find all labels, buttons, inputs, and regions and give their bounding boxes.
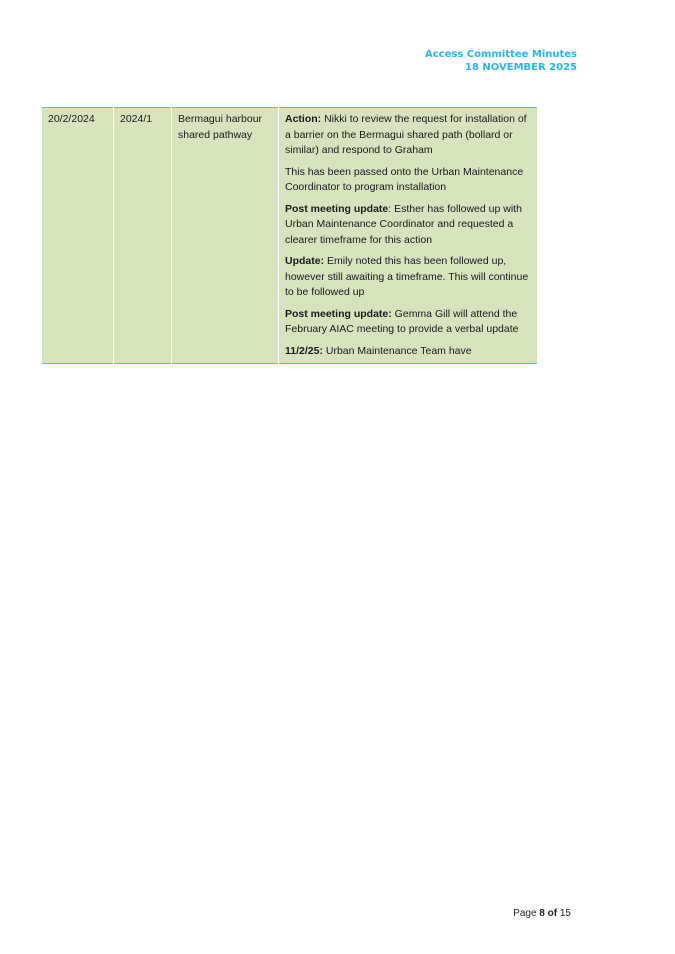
document-title: Access Committee Minutes [425, 49, 577, 60]
note-text: Gemma Gill will attend the February AIAC meeting to provide a verbal update [285, 307, 519, 335]
note-text: Urban Maintenance Team have [322, 344, 472, 357]
page-number: 8 [539, 908, 545, 919]
note-action [285, 112, 532, 159]
note-label: Action: [285, 113, 322, 125]
note-label: Post meeting update [285, 202, 389, 215]
table-row [42, 108, 538, 364]
note-text: : Esther has followed up with Urban Maintenance Coordinator and requested a clearer timeframe for this action [285, 202, 522, 246]
note-update [285, 254, 532, 301]
note-post-meeting-update-2 [285, 307, 532, 338]
note-text: Emily noted this has been followed up, however still awaiting a timeframe. This will continue to be followed up [285, 255, 529, 298]
page-word: Page [513, 908, 537, 919]
note-dated-update [285, 344, 532, 360]
action-items-table [41, 107, 538, 364]
row-notes [279, 108, 538, 364]
of-word: of [547, 908, 558, 919]
note-text: This has been passed onto the Urban Maintenance Coordinator to program installation [285, 165, 524, 193]
total-pages: 15 [559, 908, 571, 919]
document-header [425, 48, 577, 74]
page-footer [513, 908, 571, 919]
note-passed-on [285, 165, 532, 196]
note-label: 11/2/25: [285, 344, 323, 357]
note-post-meeting-update [285, 202, 532, 249]
note-text: Nikki to review the request for installation of a barrier on the Bermagui shared path (bollard or similar) and respond to Graham [285, 113, 527, 156]
row-date: 20/2/2024 [42, 108, 114, 364]
note-label: Post meeting update: [285, 307, 392, 320]
meeting-date: 18 NOVEMBER 2025 [465, 62, 577, 73]
row-topic: Bermagui harbour shared pathway [172, 108, 279, 364]
row-item-number: 2024/1 [114, 108, 172, 364]
note-label: Update: [285, 255, 325, 267]
